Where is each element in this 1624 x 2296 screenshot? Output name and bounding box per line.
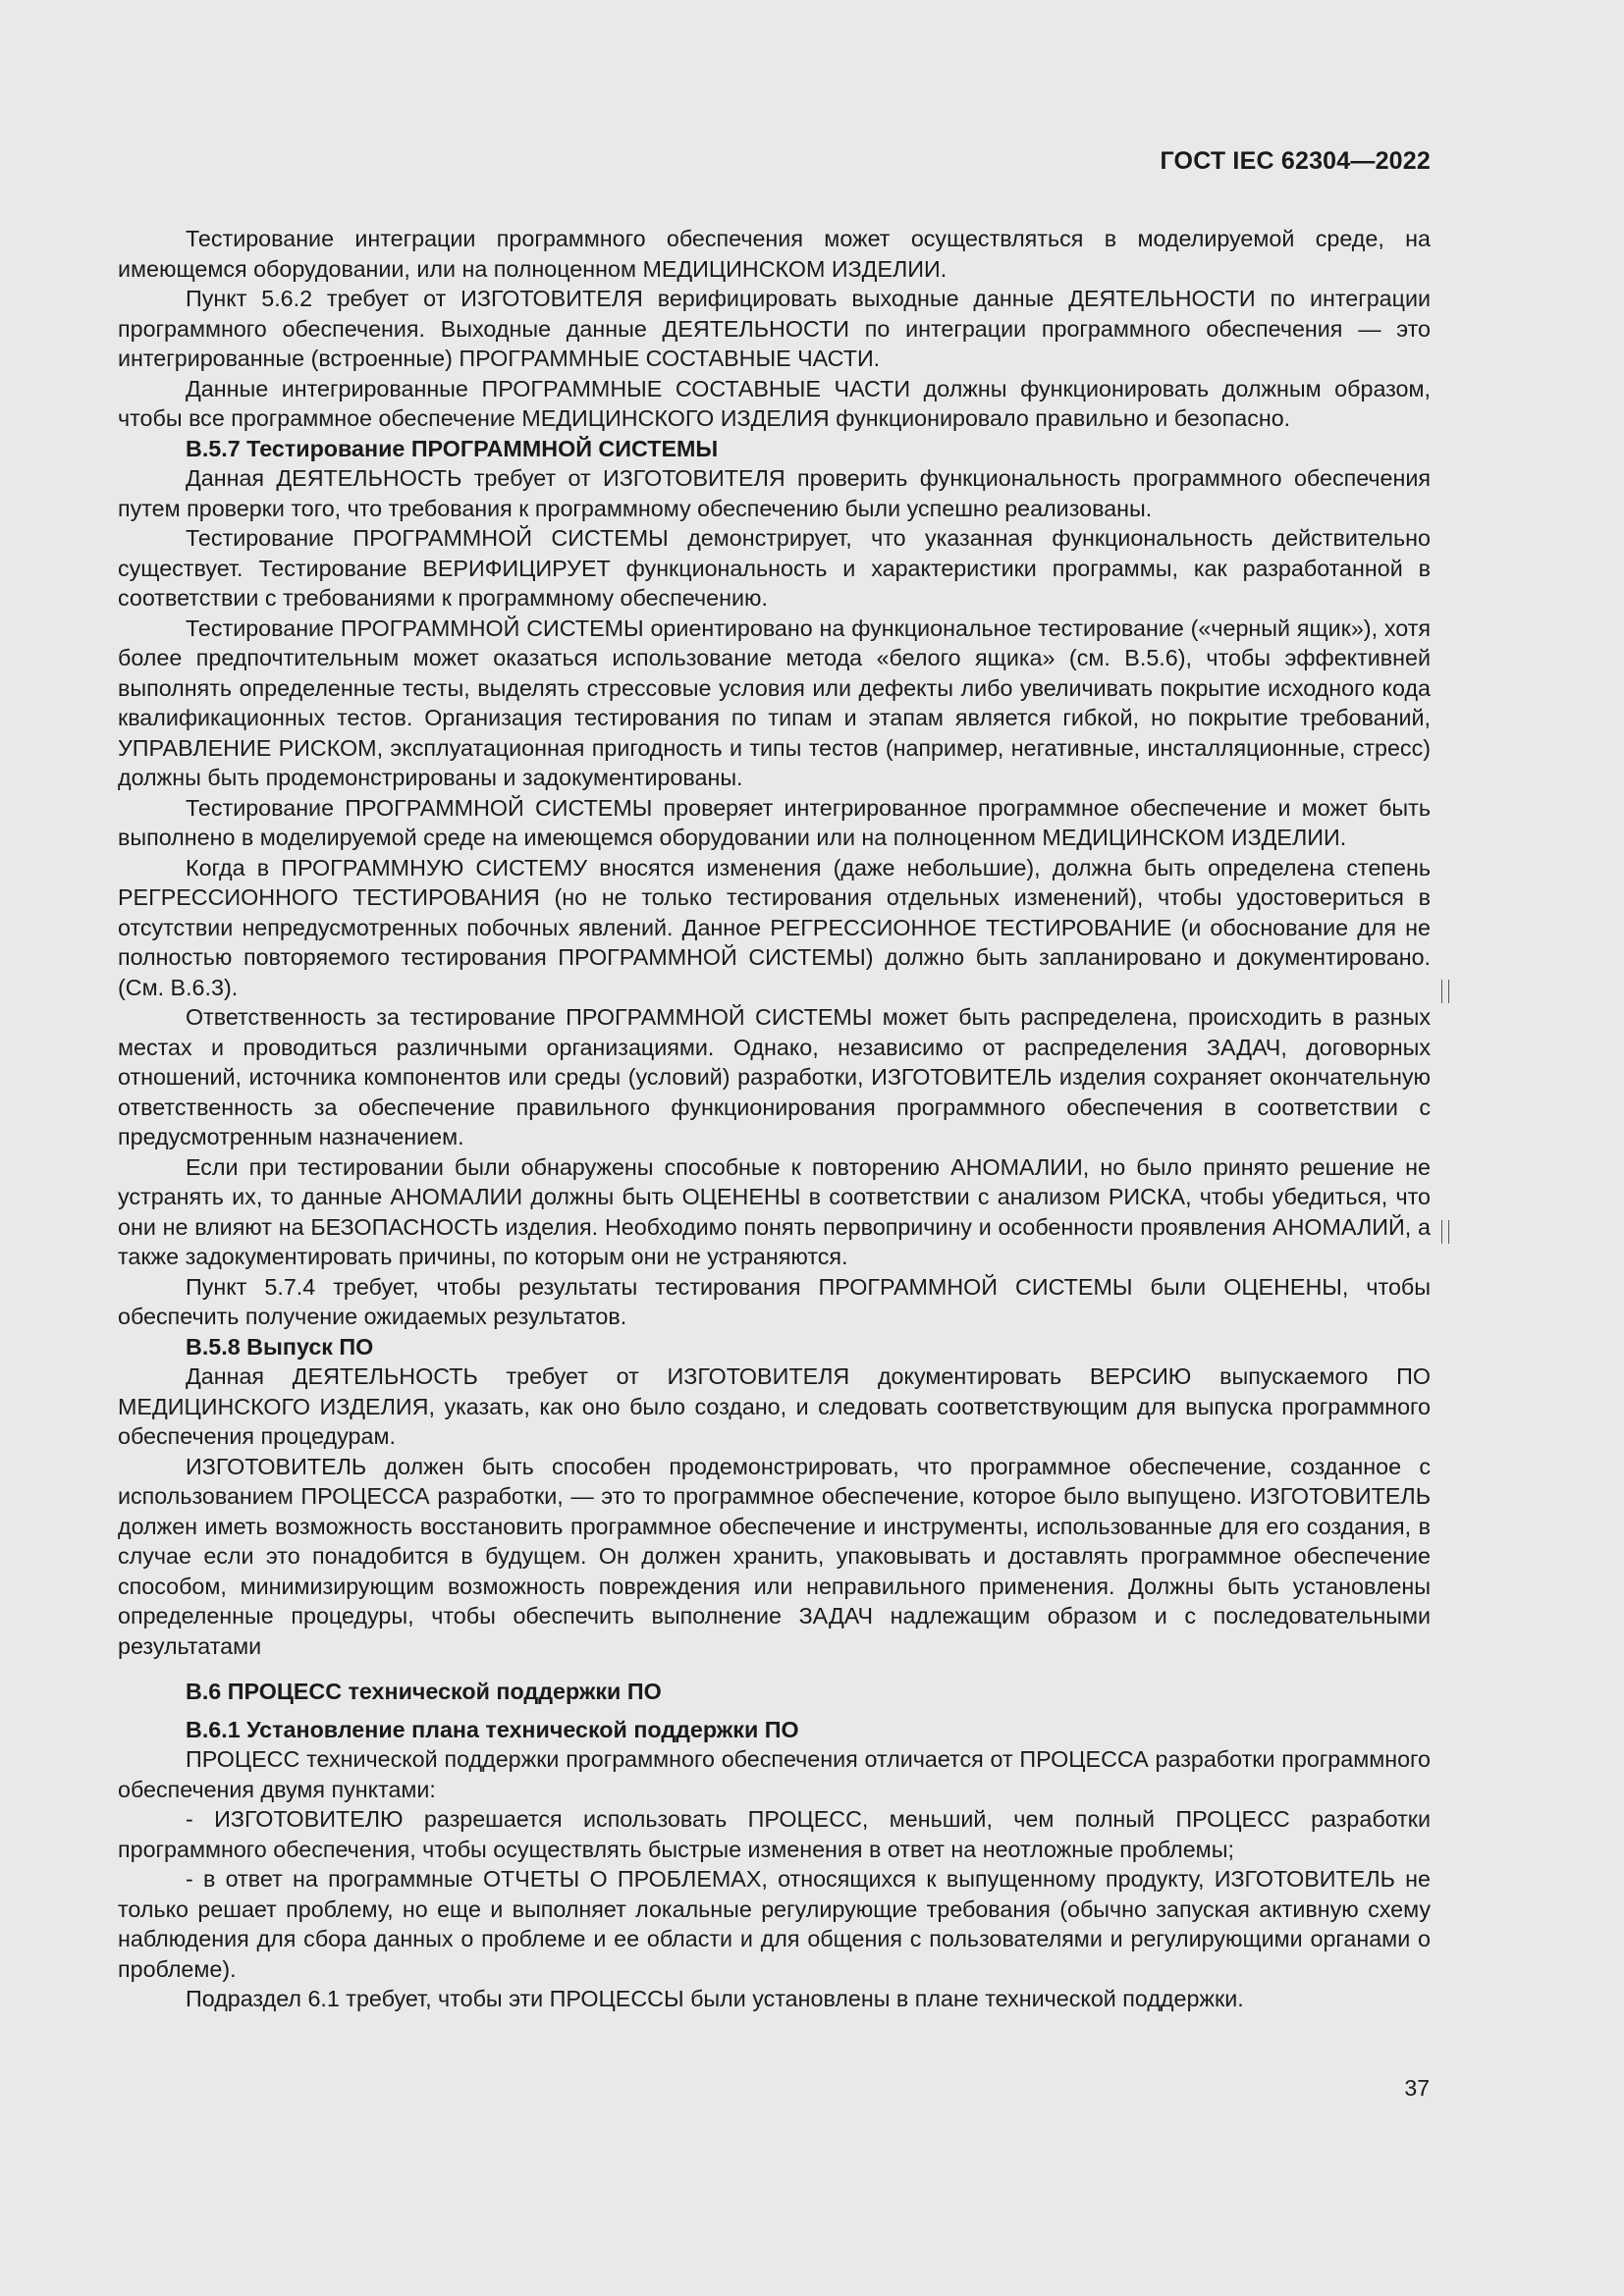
- list-item: - в ответ на программные ОТЧЕТЫ О ПРОБЛЕМАХ, относящихся к выпущенному продукту, ИЗГОТОВИТЕЛЬ не только решает проблему, но еще и выполняет локальные регулирующие требования (обычно запуская активную схему наблюдения для сбора данных о проблеме и ее области и для общения с пользователями и регулирующими органами о проблеме).: [118, 1866, 1431, 1982]
- change-bar-marker: [1441, 980, 1449, 1003]
- paragraph: ИЗГОТОВИТЕЛЬ должен быть способен продемонстрировать, что программное обеспечение, созданное с использованием ПРОЦЕССА разработки, — это то программное обеспечение, которое было выпущено. ИЗГОТОВИТЕЛЬ должен иметь возможность восстановить программное обеспечение и инструменты, использованные для его создания, в случае если это понадобится в будущем. Он должен хранить, упаковывать и доставлять программное обеспечение способом, минимизирующим возможность повреждения или неправильного применения. Должны быть установлены определенные процедуры, чтобы обеспечить выполнение ЗАДАЧ надлежащим образом и с последовательными результатами: [118, 1453, 1431, 1659]
- paragraph: Тестирование ПРОГРАММНОЙ СИСТЕМЫ проверяет интегрированное программное обеспечение и может быть выполнено в моделируемой среде на имеющемся оборудовании или на полноценном МЕДИЦИНСКОМ ИЗДЕЛИИ.: [118, 794, 1431, 850]
- paragraph: Ответственность за тестирование ПРОГРАММНОЙ СИСТЕМЫ может быть распределена, происходить в разных местах и проводиться различными организациями. Однако, независимо от распределения ЗАДАЧ, договорных отношений, источника компонентов или среды (условий) разработки, ИЗГОТОВИТЕЛЬ изделия сохраняет окончательную ответственность за обеспечение правильного функционирования программного обеспечения в соответствии с предусмотренным назначением.: [118, 1004, 1431, 1149]
- paragraph: Тестирование ПРОГРАММНОЙ СИСТЕМЫ ориентировано на функциональное тестирование («черный ящик»), хотя более предпочтительным может оказаться использование метода «белого ящика» (см. B.5.6), чтобы эффективней выполнять определенные тесты, выделять стрессовые условия или дефекты либо увеличивать покрытие исходного кода квалификационных тестов. Организация тестирования по типам и этапам является гибкой, но покрытие требований, УПРАВЛЕНИЕ РИСКОМ, эксплуатационная пригодность и типы тестов (например, негативные, инсталляционные, стресс) должны быть продемонстрированы и задокументированы.: [118, 614, 1431, 790]
- paragraph: Пункт 5.7.4 требует, чтобы результаты тестирования ПРОГРАММНОЙ СИСТЕМЫ были ОЦЕНЕНЫ, чтобы обеспечить получение ожидаемых результатов.: [118, 1273, 1431, 1329]
- paragraph: Тестирование ПРОГРАММНОЙ СИСТЕМЫ демонстрирует, что указанная функциональность действительно существует. Тестирование ВЕРИФИЦИРУЕТ функциональность и характеристики программы, как разработанной в соответствии с требованиями к программному обеспечению.: [118, 525, 1431, 611]
- document-body: [118, 224, 1431, 2014]
- page-number: 37: [1404, 2075, 1430, 2101]
- section-heading-b6: B.6 ПРОЦЕСС технической поддержки ПО: [186, 1679, 662, 1704]
- change-bar-marker: [1441, 1220, 1449, 1244]
- paragraph: Если при тестировании были обнаружены способные к повторению АНОМАЛИИ, но было принято решение не устранять их, то данные АНОМАЛИИ должны быть ОЦЕНЕНЫ в соответствии с анализом РИСКА, чтобы убедиться, что они не влияют на БЕЗОПАСНОСТЬ изделия. Необходимо понять первопричину и особенности проявления АНОМАЛИЙ, а также задокументировать причины, по которым они не устраняются.: [118, 1153, 1431, 1269]
- paragraph: Когда в ПРОГРАММНУЮ СИСТЕМУ вносятся изменения (даже небольшие), должна быть определена степень РЕГРЕССИОННОГО ТЕСТИРОВАНИЯ (но не только тестирования отдельных изменений), чтобы удостовериться в отсутствии непредусмотренных побочных явлений. Данное РЕГРЕССИОННОЕ ТЕСТИРОВАНИЕ (и обоснование для не полностью повторяемого тестирования ПРОГРАММНОЙ СИСТЕМЫ) должно быть запланировано и документировано. (См. B.6.3).: [118, 854, 1431, 1000]
- paragraph: ПРОЦЕСС технической поддержки программного обеспечения отличается от ПРОЦЕССА разработки программного обеспечения двумя пунктами:: [118, 1746, 1431, 1802]
- list-item: - ИЗГОТОВИТЕЛЮ разрешается использовать ПРОЦЕСС, меньший, чем полный ПРОЦЕСС разработки программного обеспечения, чтобы осуществлять быстрые изменения в ответ на неотложные проблемы;: [118, 1806, 1431, 1862]
- paragraph: Тестирование интеграции программного обеспечения может осуществляться в моделируемой среде, на имеющемся оборудовании, или на полноценном МЕДИЦИНСКОМ ИЗДЕЛИИ.: [118, 226, 1431, 282]
- section-heading-b61: B.6.1 Установление плана технической поддержки ПО: [186, 1716, 799, 1742]
- paragraph: Пункт 5.6.2 требует от ИЗГОТОВИТЕЛЯ верифицировать выходные данные ДЕЯТЕЛЬНОСТИ по интеграции программного обеспечения. Выходные данные ДЕЯТЕЛЬНОСТИ по интеграции программного обеспечения — это интегрированные (встроенные) ПРОГРАММНЫЕ СОСТАВНЫЕ ЧАСТИ.: [118, 286, 1431, 371]
- paragraph: Данные интегрированные ПРОГРАММНЫЕ СОСТАВНЫЕ ЧАСТИ должны функционировать должным образом, чтобы все программное обеспечение МЕДИЦИНСКОГО ИЗДЕЛИЯ функционировало правильно и безопасно.: [118, 375, 1431, 431]
- section-heading-b58: B.5.8 Выпуск ПО: [186, 1333, 374, 1360]
- document-header: ГОСТ IEC 62304—2022: [1160, 147, 1431, 175]
- paragraph: Данная ДЕЯТЕЛЬНОСТЬ требует от ИЗГОТОВИТЕЛЯ документировать ВЕРСИЮ выпускаемого ПО МЕДИЦИНСКОГО ИЗДЕЛИЯ, указать, как оно было создано, и следовать соответствующим для выпуска программного обеспечения процедурам.: [118, 1363, 1431, 1449]
- paragraph: Данная ДЕЯТЕЛЬНОСТЬ требует от ИЗГОТОВИТЕЛЯ проверить функциональность программного обеспечения путем проверки того, что требования к программному обеспечению были успешно реализованы.: [118, 465, 1431, 521]
- section-heading-b57: B.5.7 Тестирование ПРОГРАММНОЙ СИСТЕМЫ: [186, 435, 719, 461]
- paragraph: Подраздел 6.1 требует, чтобы эти ПРОЦЕССЫ были установлены в плане технической поддержки.: [186, 1986, 1244, 2011]
